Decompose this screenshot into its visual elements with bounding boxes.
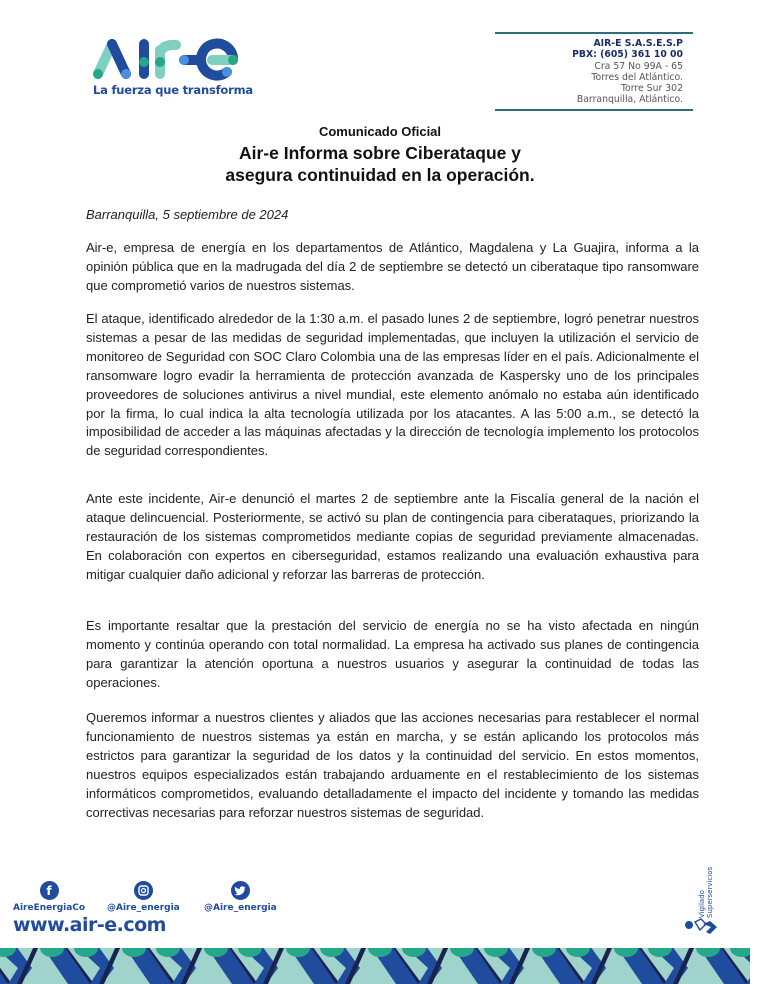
paragraph: Es importante resaltar que la prestación del servicio de energía no se ha visto afectada en ningún momento y continúa operando con total normalidad. La empresa ha activado sus planes de contingencia para garantizar la atención oportuna a nuestros usuarios y asegurar la continuidad de todas las operaciones. [86,618,699,690]
social-label: AireEnergiaCo [13,903,86,913]
document-kicker: Comunicado Oficial [318,124,442,139]
paragraph: Queremos informar a nuestros clientes y aliados que las acciones necesarias para restablecer el normal funcionamiento de nuestros sistemas ya están en marcha, y se están aplicando los protocolos más estrictos para garantizar la seguridad de los datos y la continuidad del servicio. En estos momentos, nuestros equipos especializados están trabajando arduamente en el restablecimiento de los sistemas informáticos comprometidos, evaluando detalladamente el impacto del incidente y tomando las medidas correctivas necesarias para reforzar nuestros sistemas de seguridad. [86,710,699,820]
address-street: Cra 57 No 99A - 65 [594,60,683,72]
social-instagram[interactable] [107,881,180,913]
address-city: Barranquilla, Atlántico. [576,94,683,106]
instagram-icon [134,881,153,900]
facebook-icon: f [40,881,59,900]
paragraph: Air-e, empresa de energía en los departamentos de Atlántico, Magdalena y La Guajira, informa a la opinión pública que en la madrugada del día 2 de septiembre se detectó un ciberataque tipo ransomware que comprometió varios de nuestros sistemas. [86,240,699,293]
social-label: @Aire_energia [204,903,277,913]
paragraph: El ataque, identificado alrededor de la 1:30 a.m. el pasado lunes 2 de septiembre, logró penetrar nuestros sistemas a pesar de las medidas de seguridad implementadas, que incluyen la utilización el servicio de monitoreo de Seguridad con SOC Claro Colombia una de las empresas líder en el país. Adicionalmente el ransomware logro evadir la herramienta de protección avanzada de Kaspersky uno de los principales proveedores de soluciones antivirus a nivel mundial, este elemento anómalo no estaba aún identificado por la firma, lo cual indica la alta tecnología utilizada por los atacantes. A las 5:00 a.m., se detectó la imposibilidad de acceder a las máquinas afectadas y la dirección de tecnología implemento los protocolos de seguridad correspondientes. [86,311,699,459]
paragraph: Ante este incidente, Air-e denunció el martes 2 de septiembre ante la Fiscalía general de la nación el ataque delincuencial. Posteriormente, se activó su plan de contingencia para ciberataques, priorizando la restauración de los sistemas comprometidos mediante copias de seguridad previamente almacenadas. En colaboración con expertos en ciberseguridad, estamos realizando una evaluación exhaustiva para mitigar cualquier daño adicional y reforzar las barreras de protección. [86,491,699,582]
social-facebook[interactable] [13,881,85,913]
logo-tagline: La fuerza que transforma [93,83,253,97]
document-title-line2: asegura continuidad en la operación. [225,165,535,185]
website-link[interactable]: www.air-e.com [13,914,166,936]
pattern-top-edge [0,946,750,948]
vigilado-label: Vigilado [698,890,706,918]
footer-decorative-pattern [0,946,750,984]
social-twitter[interactable] [204,881,277,913]
vigilado-superservicios-seal [682,862,732,942]
document-title-line1: Air-e Informa sobre Ciberataque y [238,143,522,163]
social-label: @Aire_energia [107,903,180,913]
company-address-block [495,32,693,111]
company-phone: PBX: (605) 361 10 00 [572,49,683,61]
superservicios-label: Superservicios [706,866,714,918]
twitter-icon [231,881,250,900]
weave-pattern-icon [0,946,750,984]
address-bottom-rule [495,109,693,111]
dateline: Barranquilla, 5 septiembre de 2024 [86,207,289,222]
address-building: Torres del Atlántico. [591,71,683,83]
company-name: AIR-E S.A.S.E.S.P [593,38,683,49]
superservicios-logo-icon [684,918,718,936]
logo-mark-icon [92,36,242,82]
address-tower: Torre Sur 302 [620,83,683,95]
